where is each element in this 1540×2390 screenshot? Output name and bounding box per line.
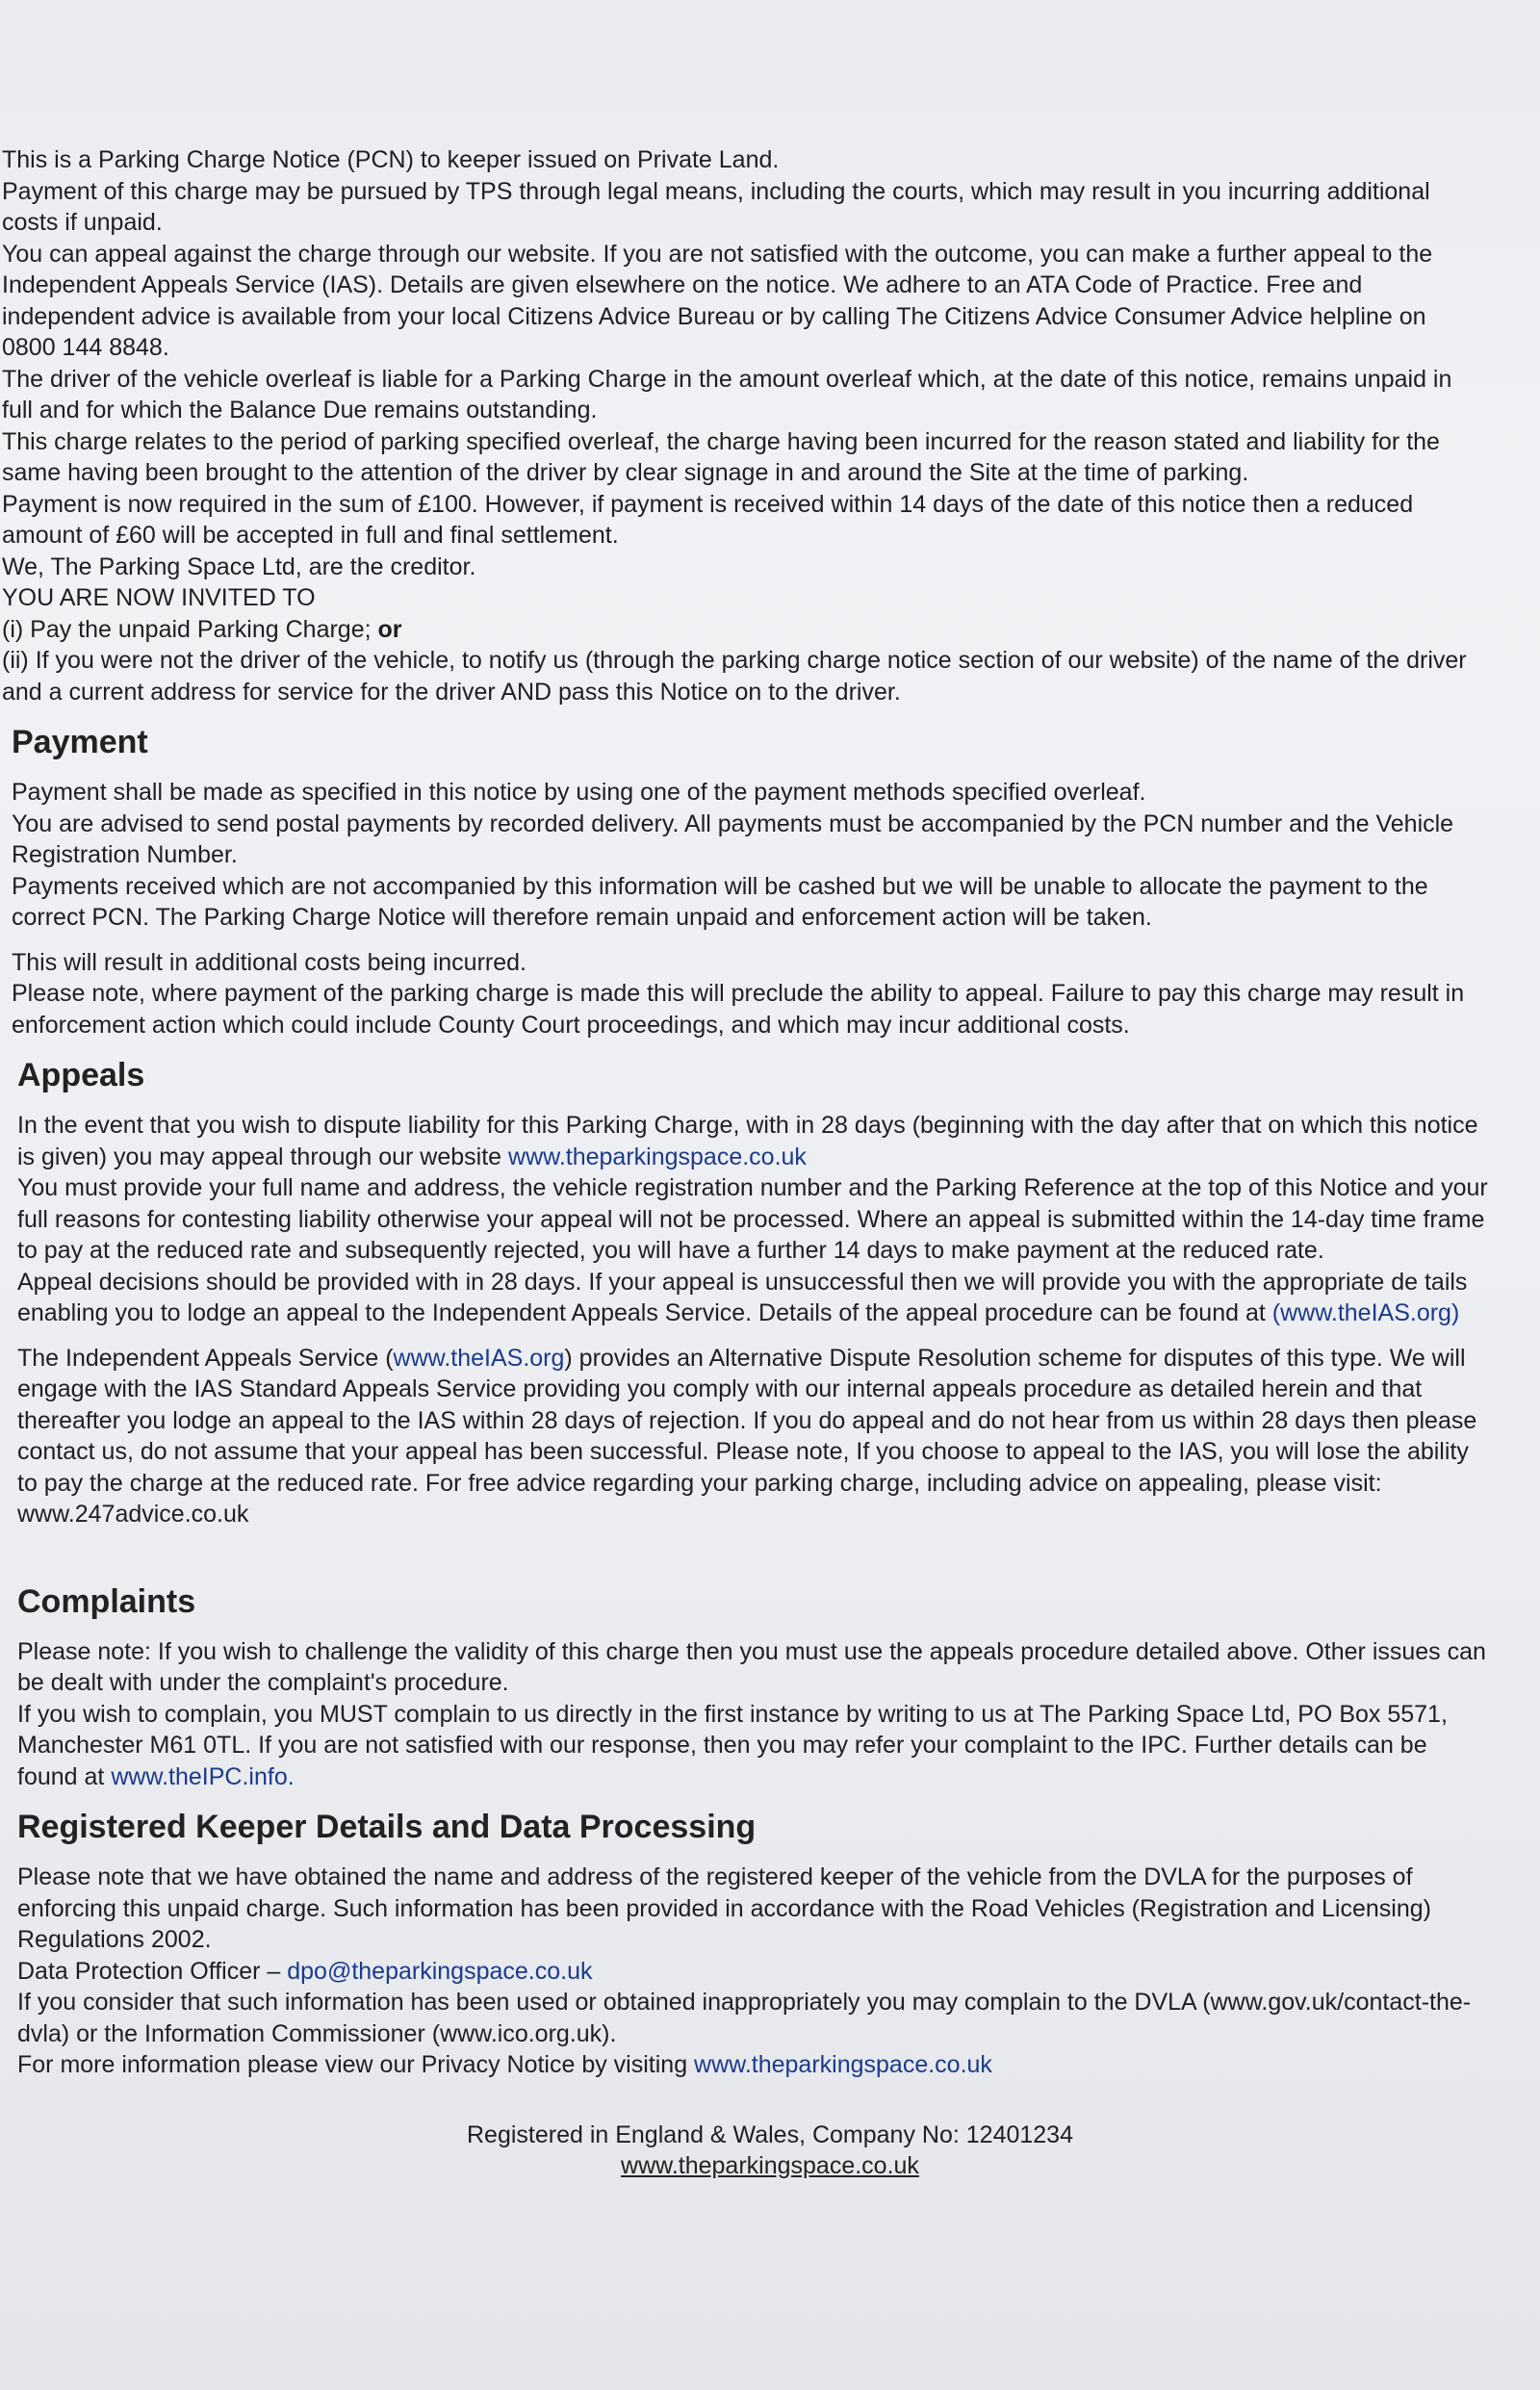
dpo-email-link[interactable]: dpo@theparkingspace.co.uk <box>287 1957 593 1985</box>
complaints-p2-text: If you wish to complain, you MUST complain to us directly in the first instance by writing to us at The Parking Space Ltd, PO Box 5571, Manchester M61 0TL. If you are not satisfied with our response, then you may refer your complaint to the IPC. Further details can be found at <box>17 1700 1448 1790</box>
appeals-p1 <box>17 1110 1492 1172</box>
intro-legal-means: Payment of this charge may be pursued by TPS through legal means, including the courts, which may result in you incurring additional costs if unpaid. <box>2 177 1430 236</box>
payment-p2: You are advised to send postal payments by recorded delivery. All payments must be accompanied by the PCN number and the Vehicle Registration Number. <box>12 810 1454 868</box>
payment-section <box>0 721 1540 1041</box>
advice-url: www.247advice.co.uk <box>17 1501 249 1528</box>
keeper-heading: Registered Keeper Details and Data Processing <box>17 1809 757 1845</box>
intro-creditor: We, The Parking Space Ltd, are the creditor. <box>2 553 476 580</box>
complaints-heading: Complaints <box>17 1582 196 1620</box>
payment-p5: Please note, where payment of the parking charge is made this will preclude the ability to appeal. Failure to pay this charge may result in enforcement action which could include County Court proceedings, and which may incur additional costs. <box>12 980 1465 1039</box>
intro-section <box>0 144 1540 707</box>
option-notify: (ii) If you were not the driver of the vehicle, to notify us (through the parking charge notice section of our website) of the name of the driver and a current address for service for the driver AND pass this Notice on to the driver. <box>2 647 1467 706</box>
keeper-p2: If you consider that such information has been used or obtained inappropriately you may complain to the DVLA (www.gov.uk/contact-the-dvla) or the Information Commissioner (www.ico.org.uk). <box>17 1989 1472 2047</box>
appeals-p4-pre: The Independent Appeals Service ( <box>17 1344 394 1372</box>
intro-payment-amount: Payment is now required in the sum of £100. However, if payment is received within 14 days of the date of this notice then a reduced amount of £60 will be accepted in full and final settlement. <box>2 490 1414 549</box>
keeper-p3 <box>17 2049 1492 2081</box>
appeals-p4-post: ) provides an Alternative Dispute Resolution scheme for disputes of this type. We will engage with the IAS Standard Appeals Service providing you comply with our internal appeals procedure as detailed herein and that thereafter you lodge an appeal to the IAS within 28 days of rejection. If you do appeal and do not hear from us within 28 days then please contact us, do not assume that your appeal has been successful. Please note, If you choose to appeal to the IAS, you will lose the ability to pay the charge at the reduced rate. For free advice regarding your parking charge, including advice on appealing, please visit: <box>17 1344 1477 1497</box>
option-pay <box>2 614 1473 646</box>
option-or: or <box>377 615 402 643</box>
appeals-p4 <box>17 1343 1492 1500</box>
notice-sheet <box>0 144 1540 2181</box>
footer-website-link[interactable]: www.theparkingspace.co.uk <box>621 2151 919 2179</box>
payment-p1: Payment shall be made as specified in this notice by using one of the payment methods specified overleaf. <box>12 779 1146 806</box>
keeper-p3-text: For more information please view our Privacy Notice by visiting <box>17 2051 688 2078</box>
appeals-ias-link[interactable]: (www.theIAS.org) <box>1271 1299 1460 1326</box>
appeals-p2: You must provide your full name and address, the vehicle registration number and the Parking Reference at the top of this Notice and your full reasons for contesting liability otherwise your appeal will not be processed. Where an appeal is submitted within the 14-day time frame to pay at the reduced rate and subsequently rejected, you will have a further 14 days to make payment at the reduced rate. <box>17 1174 1488 1264</box>
option-pay-text: (i) Pay the unpaid Parking Charge; <box>2 615 372 643</box>
privacy-notice-link[interactable]: www.theparkingspace.co.uk <box>694 2051 992 2078</box>
intro-charge-period: This charge relates to the period of parking specified overleaf, the charge having been incurred for the reason stated and liability for the same having been brought to the attention of the driver by clear signage in and around the Site at the time of parking. <box>2 427 1440 486</box>
intro-driver-liable: The driver of the vehicle overleaf is liable for a Parking Charge in the amount overleaf which, at the date of this notice, remains unpaid in full and for which the Balance Due remains outstanding. <box>2 365 1452 424</box>
complaints-p2 <box>17 1699 1492 1793</box>
intro-invited: YOU ARE NOW INVITED TO <box>2 584 316 611</box>
appeals-p3-text: Appeal decisions should be provided with in 28 days. If your appeal is unsuccessful then we will provide you with the appropriate de tails enabling you to lodge an appeal to the Independent Appeals Service. Details of the appeal procedure can be found at <box>17 1268 1468 1326</box>
payment-p4: This will result in additional costs being incurred. <box>12 948 526 976</box>
keeper-section <box>0 1806 1540 2081</box>
ias-link[interactable]: www.theIAS.org <box>393 1344 565 1372</box>
payment-p3: Payments received which are not accompanied by this information will be cashed but we will be unable to allocate the payment to the correct PCN. The Parking Charge Notice will therefore remain unpaid and enforcement action will be taken. <box>12 872 1428 931</box>
intro-pcn-statement: This is a Parking Charge Notice (PCN) to keeper issued on Private Land. <box>2 146 780 173</box>
footer <box>0 2120 1540 2181</box>
payment-heading: Payment <box>12 724 148 760</box>
dpo-line <box>17 1956 1492 1988</box>
appeals-section <box>0 1054 1540 1530</box>
ipc-link[interactable]: www.theIPC.info. <box>111 1762 295 1790</box>
complaints-p1: Please note: If you wish to challenge the validity of this charge then you must use the appeals procedure detailed above. Other issues can be dealt with under the complaint's procedure. <box>17 1637 1486 1696</box>
appeals-p1-text: In the event that you wish to dispute liability for this Parking Charge, with in 28 days (beginning with the day after that on which this notice is given) you may appeal through our website <box>17 1112 1478 1170</box>
appeals-p3 <box>17 1267 1492 1329</box>
keeper-p1: Please note that we have obtained the name and address of the registered keeper of the vehicle from the DVLA for the purposes of enforcing this unpaid charge. Such information has been provided in accordance with the Road Vehicles (Registration and Licensing) Regulations 2002. <box>17 1863 1431 1953</box>
intro-appeal-info: You can appeal against the charge through our website. If you are not satisfied with the outcome, you can make a further appeal to the Independent Appeals Service (IAS). Details are given elsewhere on the notice. We adhere to an ATA Code of Practice. Free and independent advice is available from your local Citizens Advice Bureau or by calling The Citizens Advice Consumer Advice helpline on 0800 144 8848. <box>2 240 1433 361</box>
dpo-label: Data Protection Officer – <box>17 1957 281 1985</box>
appeals-website-link[interactable]: www.theparkingspace.co.uk <box>508 1143 807 1170</box>
complaints-section <box>0 1580 1540 1793</box>
company-registration: Registered in England & Wales, Company No: 12401234 <box>466 2120 1073 2148</box>
appeals-heading: Appeals <box>17 1057 145 1093</box>
